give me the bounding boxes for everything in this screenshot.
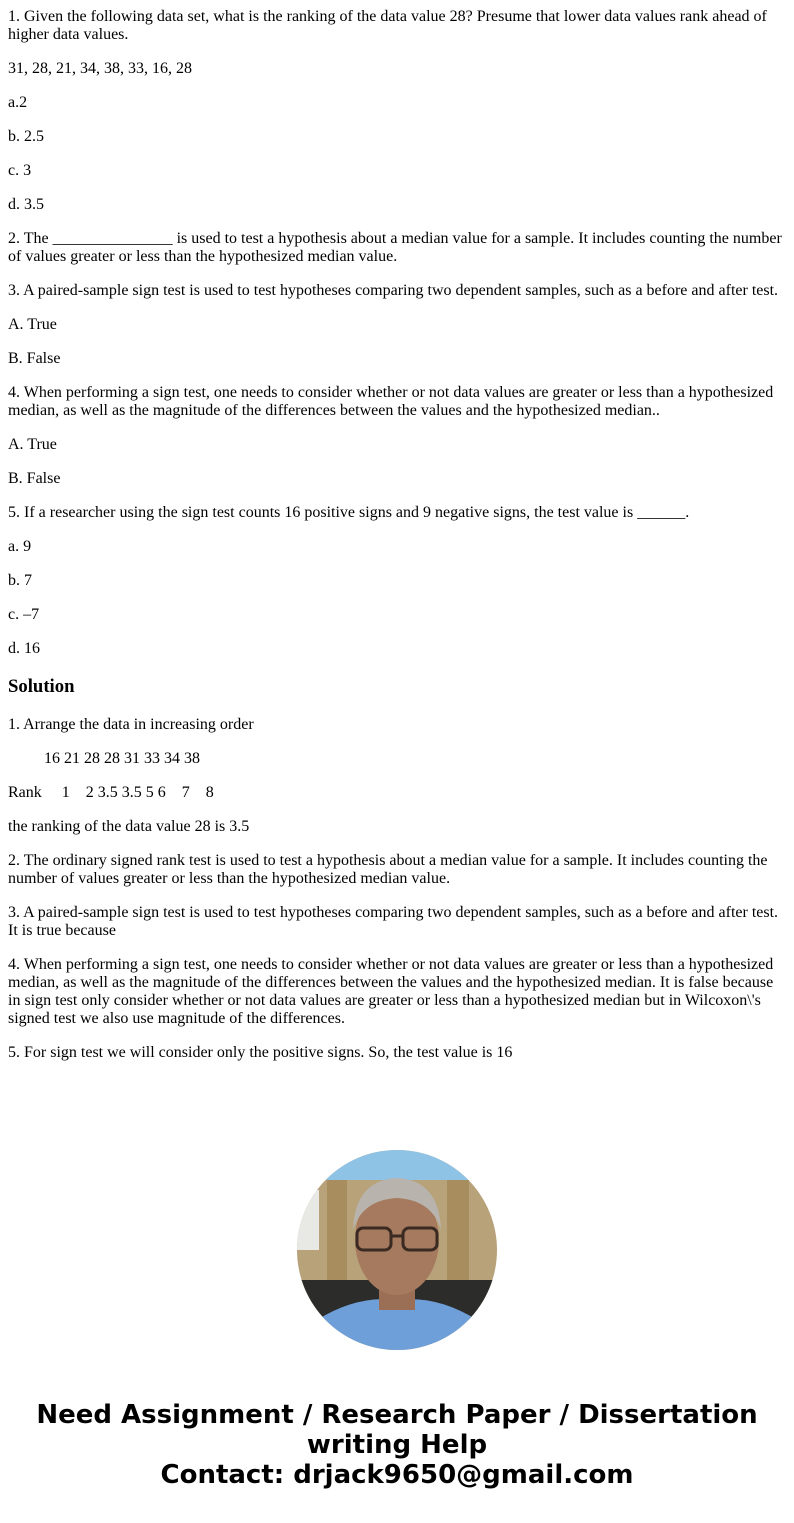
option: A. True <box>8 436 57 453</box>
avatar <box>297 1150 497 1350</box>
option: b. 2.5 <box>8 128 44 145</box>
person-photo-icon <box>297 1150 497 1350</box>
solution-line: 2. The ordinary signed rank test is used to test a hypothesis about a median value for a sample. It includes counting the number of values greater or less than the hypothesized median value. <box>8 852 768 887</box>
solution-heading: Solution <box>8 676 75 697</box>
option: B. False <box>8 350 61 367</box>
option: B. False <box>8 470 61 487</box>
banner-headline: Need Assignment / Research Paper / Dissertation writing Help <box>36 1400 758 1460</box>
solution-line: the ranking of the data value 28 is 3.5 <box>8 818 250 835</box>
solution-line: 3. A paired-sample sign test is used to test hypotheses comparing two dependent samples, such as a before and after test. It is true because <box>8 904 779 939</box>
solution-line: 5. For sign test we will consider only the positive signs. So, the test value is 16 <box>8 1044 513 1061</box>
option: a. 9 <box>8 538 32 555</box>
data-set: 31, 28, 21, 34, 38, 33, 16, 28 <box>8 60 192 77</box>
question-3: 3. A paired-sample sign test is used to test hypotheses comparing two dependent samples, such as a before and after test. <box>8 282 779 299</box>
solution-line: 4. When performing a sign test, one needs to consider whether or not data values are greater or less than a hypothesized median, as well as the magnitude of the differences between the values and the hypothesized median. It is false because in sign test only consider whether or not data values are greater or less than a hypothesized median but in Wilcoxon\'s signed test we also use magnitude of the differences. <box>8 956 774 1027</box>
question-1: 1. Given the following data set, what is the ranking of the data value 28? Presume that lower data values rank ahead of higher data values. <box>8 8 767 43</box>
question-2: 2. The _______________ is used to test a hypothesis about a median value for a sample. It includes counting the number of values greater or less than the hypothesized median value. <box>8 230 782 265</box>
option: b. 7 <box>8 572 32 589</box>
contact-banner <box>8 1400 786 1490</box>
rank-row: Rank 1 2 3.5 3.5 5 6 7 8 <box>8 784 214 801</box>
option: c. –7 <box>8 606 40 623</box>
option: A. True <box>8 316 57 333</box>
solution-line: 1. Arrange the data in increasing order <box>8 716 254 733</box>
question-5: 5. If a researcher using the sign test counts 16 positive signs and 9 negative signs, the test value is ______. <box>8 504 690 521</box>
solution <box>8 716 786 1062</box>
option: d. 16 <box>8 640 40 657</box>
sorted-data: 16 21 28 28 31 33 34 38 <box>8 750 200 767</box>
questions <box>8 8 786 658</box>
option: c. 3 <box>8 162 32 179</box>
question-4: 4. When performing a sign test, one needs to consider whether or not data values are greater or less than a hypothesized median, as well as the magnitude of the differences between the values and the hypothesized median.. <box>8 384 774 419</box>
option: d. 3.5 <box>8 196 44 213</box>
option: a.2 <box>8 94 28 111</box>
avatar-container <box>8 1150 786 1350</box>
banner-contact: Contact: drjack9650@gmail.com <box>160 1460 634 1490</box>
